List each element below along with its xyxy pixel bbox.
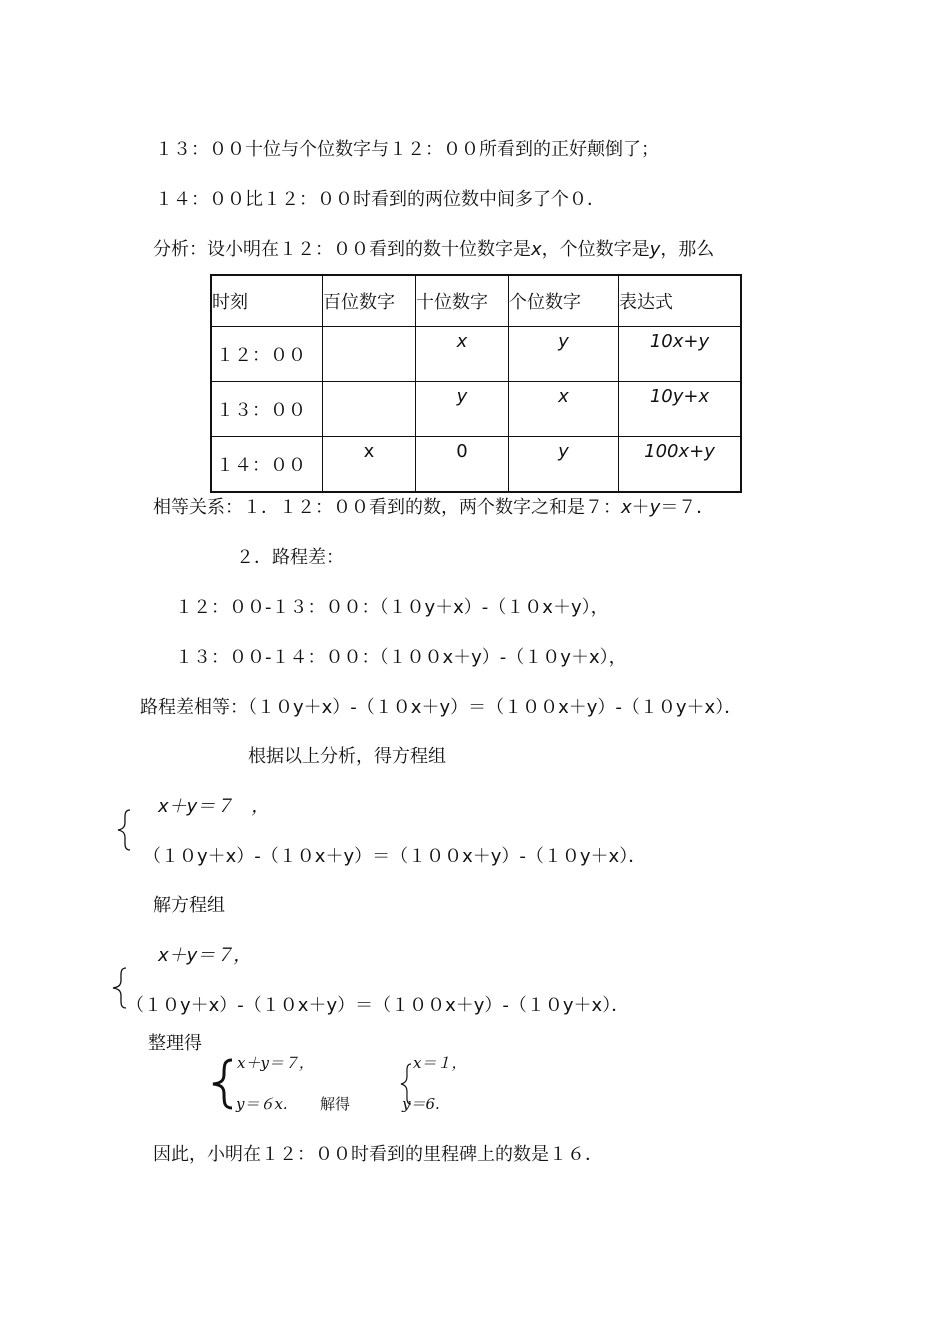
system-2-eq-2: （１０y＋x）-（１０x＋y）＝（１００x＋y）-（１０y＋x）．	[126, 995, 630, 1016]
cell-expression: 10y+x	[619, 382, 742, 437]
distance-equation: 路程差相等：（１０y＋x）-（１０x＋y）＝（１００x＋y）-（１０y＋x）．	[140, 697, 743, 718]
header-tens: 十位数字	[416, 275, 509, 327]
var-x: x	[531, 239, 542, 260]
plus-sign: ＋	[631, 497, 650, 518]
table-row	[211, 327, 741, 382]
analysis-line	[153, 239, 714, 261]
header-expression: 表达式	[619, 275, 742, 327]
cell-ones: x	[509, 382, 619, 437]
basis-line: 根据以上分析，得方程组	[248, 746, 446, 767]
digit-table	[210, 274, 742, 493]
distance-1: １２：００-１３：００：（１０y＋x）-（１０x＋y），	[175, 597, 609, 618]
cell-ones: y	[509, 437, 619, 493]
table-row	[211, 437, 741, 493]
header-ones: 个位数字	[509, 275, 619, 327]
simplify-label: 整理得	[148, 1033, 202, 1054]
solution-y: y＝6.	[402, 1095, 440, 1113]
left-brace-icon	[210, 1058, 236, 1110]
left-brace-icon	[114, 808, 134, 852]
system-1-eq-1: x＋y＝７ ，	[158, 796, 270, 817]
cell-tens: x	[416, 327, 509, 382]
line-1: １３：００十位与个位数字与１２：００所看到的正好颠倒了；	[155, 139, 659, 160]
relation-2: ２．路程差：	[236, 547, 344, 568]
cell-time: １２：００	[211, 327, 323, 382]
relation-1-text: 相等关系：１．１２：００看到的数，两个数字之和是７：	[153, 497, 621, 518]
solved-label: 解得	[320, 1095, 351, 1113]
solution-x: x＝１，	[413, 1054, 467, 1072]
cell-time: １４：００	[211, 437, 323, 493]
analysis-text-3: ，那么	[660, 239, 715, 260]
var-y: y	[649, 497, 661, 518]
system-3-eq-1: x＋y＝７，	[237, 1054, 314, 1072]
header-time: 时刻	[211, 275, 323, 327]
analysis-text-2: ，个位数字是	[541, 239, 650, 260]
header-hundreds: 百位数字	[323, 275, 416, 327]
system-1-eq-2: （１０y＋x）-（１０x＋y）＝（１００x＋y）-（１０y＋x）．	[143, 846, 647, 867]
cell-hundreds	[323, 327, 416, 382]
analysis-text-1: 分析：设小明在１２：００看到的数十位数字是	[153, 239, 531, 260]
cell-ones: y	[509, 327, 619, 382]
line-2: １４：００比１２：００时看到的两位数中间多了个０．	[155, 189, 605, 210]
cell-expression: 100x+y	[619, 437, 742, 493]
system-3-eq-2: y＝６x.	[236, 1095, 288, 1113]
distance-2: １３：００-１４：００：（１００x＋y）-（１０y＋x），	[175, 647, 627, 668]
cell-tens: y	[416, 382, 509, 437]
solve-label: 解方程组	[153, 895, 225, 916]
table-row	[211, 382, 741, 437]
cell-hundreds: x	[323, 437, 416, 493]
cell-tens: 0	[416, 437, 509, 493]
equals-seven: ＝７．	[660, 497, 715, 518]
table-header-row	[211, 275, 741, 327]
var-x: x	[621, 497, 632, 518]
cell-hundreds	[323, 382, 416, 437]
var-y: y	[649, 239, 661, 260]
relation-1	[153, 497, 714, 519]
cell-time: １３：００	[211, 382, 323, 437]
system-2-eq-1: x＋y＝７，	[158, 945, 252, 966]
cell-expression: 10x+y	[619, 327, 742, 382]
conclusion: 因此，小明在１２：００时看到的里程碑上的数是１６．	[153, 1144, 603, 1165]
